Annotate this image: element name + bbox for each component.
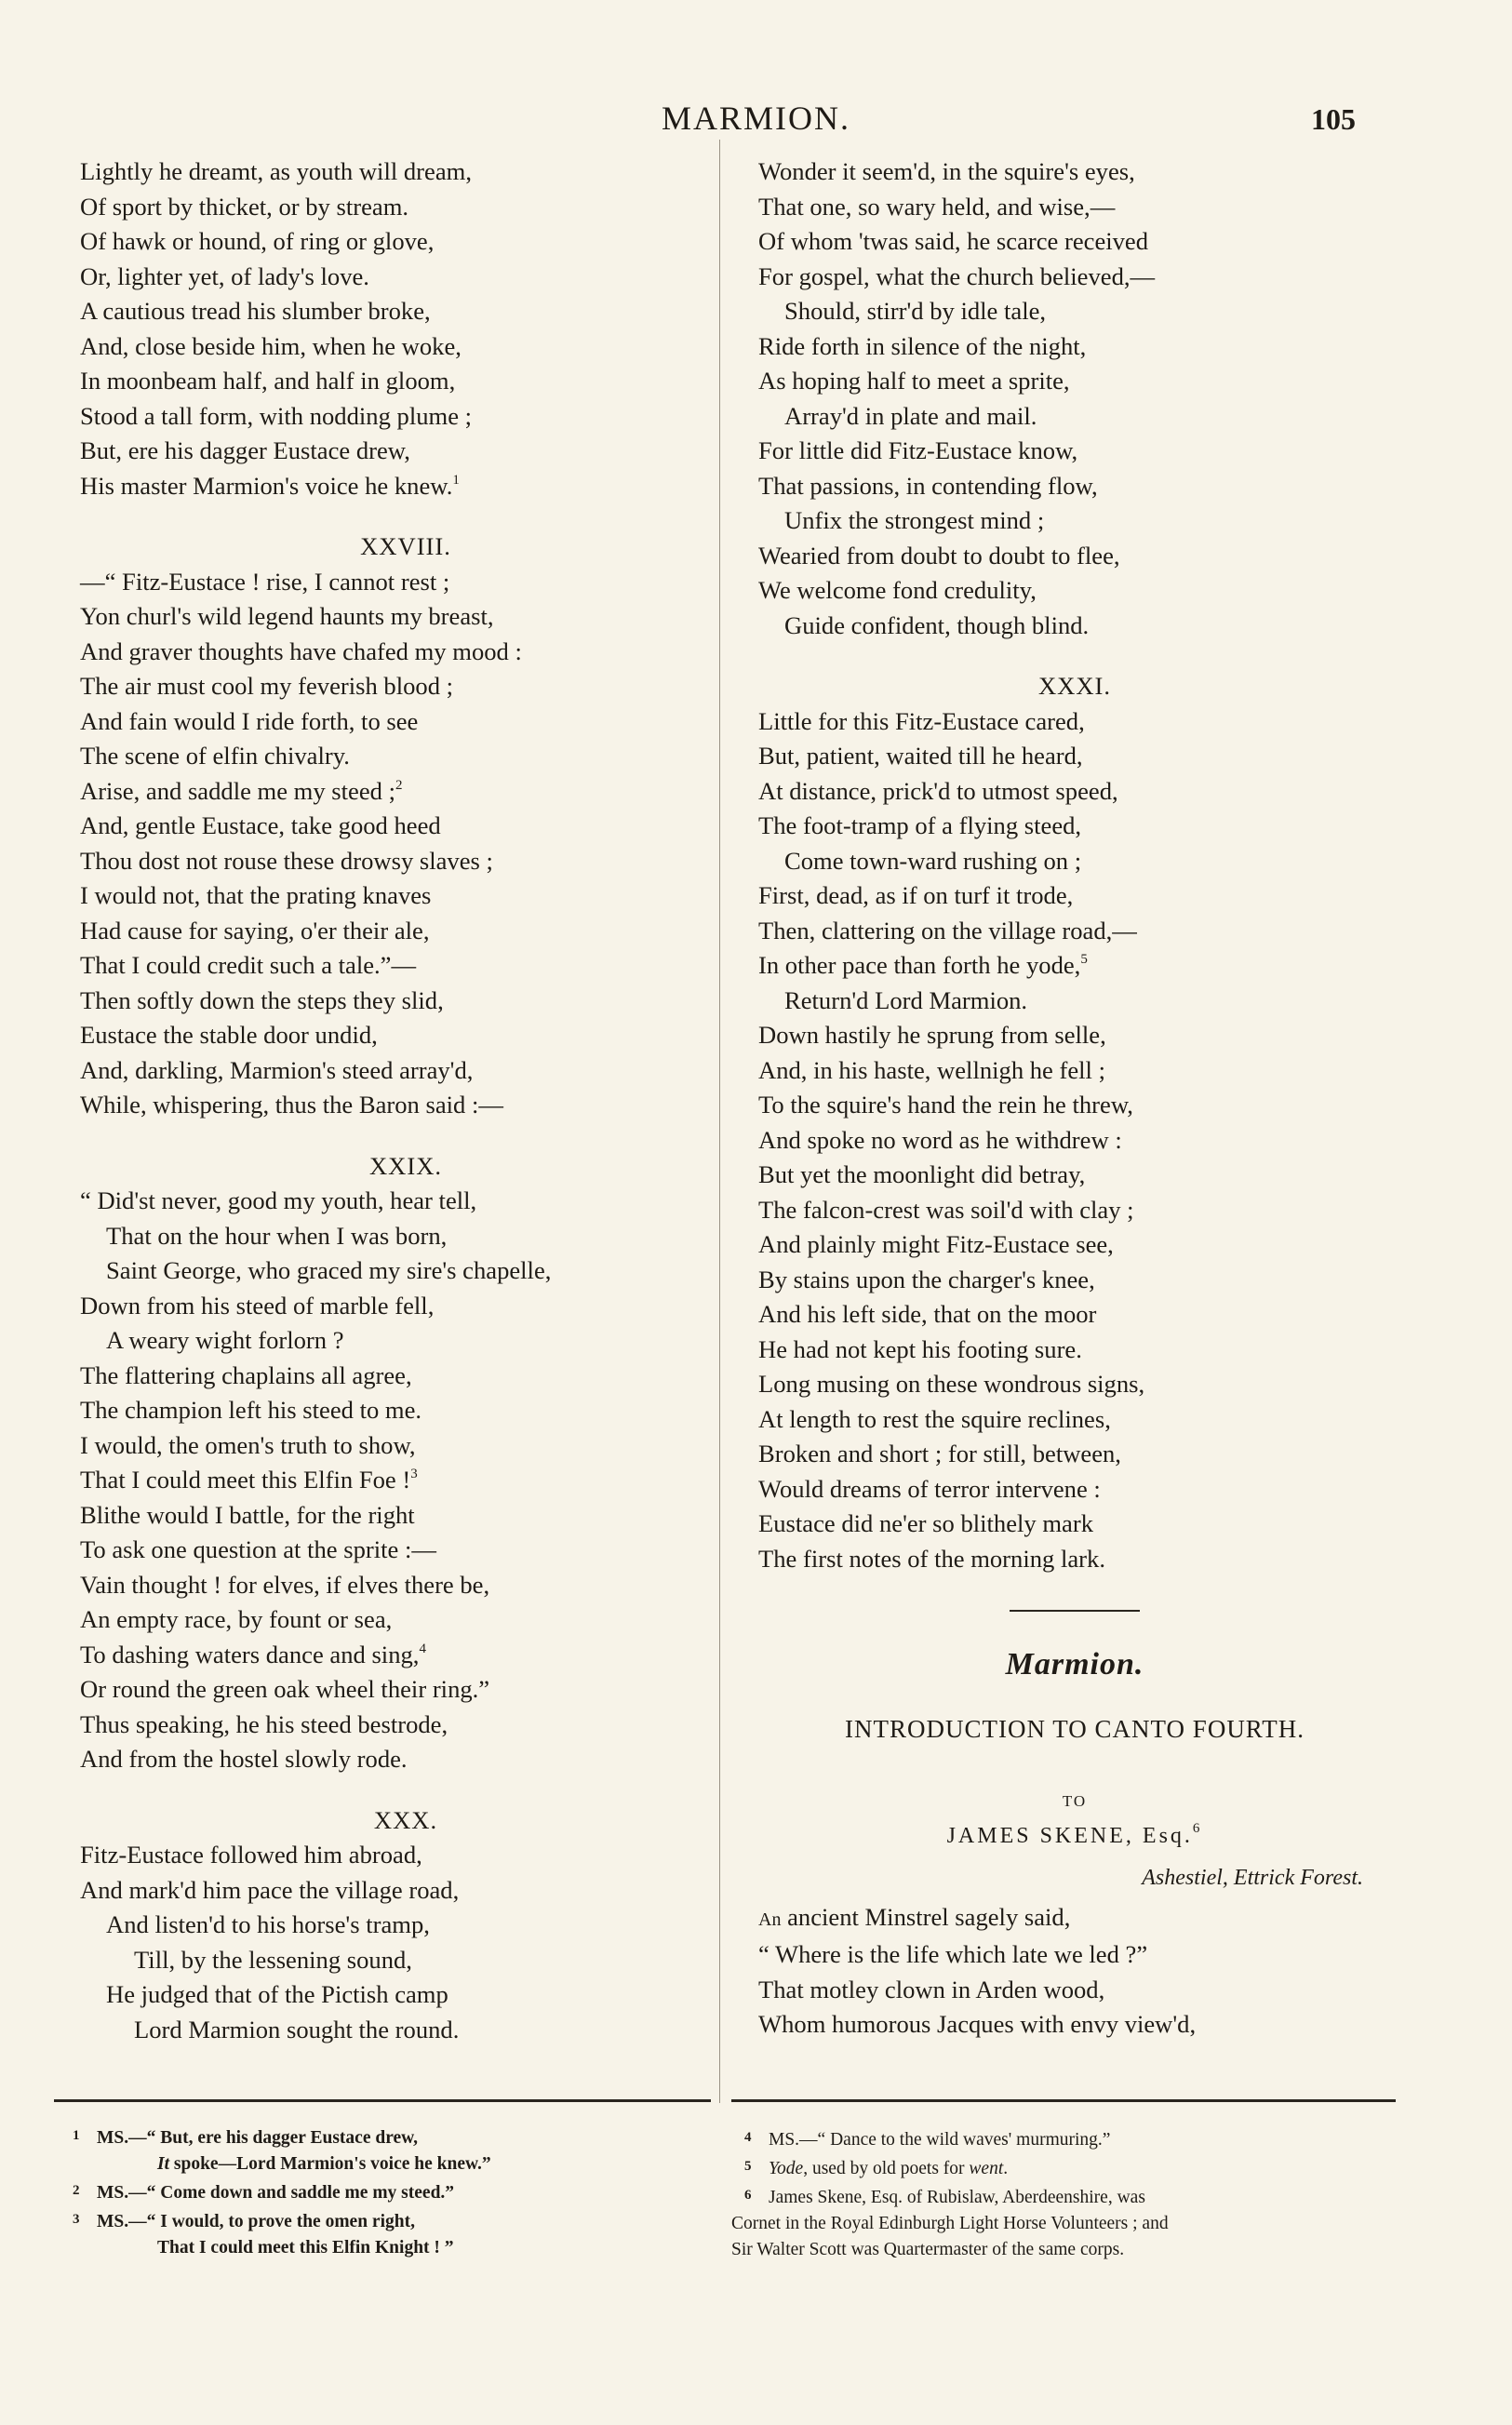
poem-line: By stains upon the charger's knee, xyxy=(758,1265,1095,1293)
footnote-ref-2[interactable]: 2 xyxy=(395,777,403,793)
poem-line: But, patient, waited till he heard, xyxy=(758,742,1083,770)
poem-line: To the squire's hand the rein he threw, xyxy=(758,1091,1133,1119)
footnote-6-cont xyxy=(731,2211,1396,2237)
footnotes-left xyxy=(54,2099,711,2261)
poem-line: Till, by the lessening sound, xyxy=(134,1945,412,1974)
footnote-ref-6[interactable]: 6 xyxy=(1192,1820,1203,1836)
dedication-to: TO xyxy=(1062,1792,1088,1810)
footnote-mark: 4 xyxy=(744,2130,752,2145)
poem-line: But, ere his dagger Eustace drew, xyxy=(80,436,410,464)
stanza-heading-xxx: XXX. xyxy=(373,1805,438,1834)
poem-line: “ Where is the life which late we led ?” xyxy=(758,1940,1148,1968)
footnote-ref-5[interactable]: 5 xyxy=(1080,952,1088,967)
poem-line: We welcome fond credulity, xyxy=(758,576,1037,604)
poem-line: Of sport by thicket, or by stream. xyxy=(80,192,409,221)
poem-line: And, gentle Eustace, take good heed xyxy=(80,811,441,839)
poem-line: For little did Fitz-Eustace know, xyxy=(758,436,1078,464)
poem-lines-ra xyxy=(758,154,1391,643)
section-title: Marmion. xyxy=(1005,1647,1144,1681)
poem-line: That on the hour when I was born, xyxy=(106,1221,448,1250)
stanza-heading-xxix: XXIX. xyxy=(368,1151,443,1180)
poem-line: Wearied from doubt to doubt to flee, xyxy=(758,541,1120,569)
poem-line: The champion left his steed to me. xyxy=(80,1396,422,1424)
poem-line: In moonbeam half, and half in gloom, xyxy=(80,367,456,395)
poem-line: Would dreams of terror intervene : xyxy=(758,1474,1101,1503)
poem-line: And, in his haste, wellnigh he fell ; xyxy=(758,1055,1105,1084)
footnotes-right xyxy=(731,2099,1396,2263)
poem-line: That one, so wary held, and wise,— xyxy=(758,192,1116,221)
poem-line: Stood a tall form, with nodding plume ; xyxy=(80,401,473,430)
poem-line-text: His master Marmion's voice he knew. xyxy=(80,471,453,500)
footnote-text: James Skene, Esq. of Rubislaw, Aberdeenshire, was xyxy=(769,2188,1145,2207)
poem-line: But yet the moonlight did betray, xyxy=(758,1160,1086,1188)
initial-small-caps: An xyxy=(758,1909,782,1930)
poem-line: A cautious tread his slumber broke, xyxy=(80,297,431,325)
poem-line: Down from his steed of marble fell, xyxy=(80,1291,435,1320)
poem-line-text: Arise, and saddle me my steed ; xyxy=(80,776,395,805)
footnote-italic: It xyxy=(157,2154,170,2174)
poem-line-text: ancient Minstrel sagely said, xyxy=(781,1902,1071,1931)
footnote-text: Sir Walter Scott was Quartermaster of the same corps. xyxy=(731,2240,1125,2259)
poem-lines-rc xyxy=(758,984,1391,1577)
footnote-text: That I could meet this Elfin Knight ! ” xyxy=(157,2238,454,2258)
poem-line: And fain would I ride forth, to see xyxy=(80,706,419,735)
footnote-6-cont xyxy=(731,2237,1396,2263)
footnote-text: MS.—“ But, ere his dagger Eustace drew, xyxy=(97,2128,419,2148)
footnote-1-cont xyxy=(54,2151,711,2177)
footnote-ref-1[interactable]: 1 xyxy=(452,472,460,488)
poem-line: Of whom 'twas said, he scarce received xyxy=(758,227,1149,255)
poem-line: Yon churl's wild legend haunts my breast, xyxy=(80,602,494,630)
poem-line: To ask one question at the sprite :— xyxy=(80,1535,436,1563)
footnote-3-cont xyxy=(54,2235,711,2261)
poem-line: Guide confident, though blind. xyxy=(784,610,1090,639)
poem-lines-f xyxy=(80,1672,731,1777)
poem-line: And spoke no word as he withdrew : xyxy=(758,1125,1122,1154)
poem-line: At length to rest the squire reclines, xyxy=(758,1404,1111,1433)
poem-line: Fitz-Eustace followed him abroad, xyxy=(80,1841,422,1869)
footnote-text: MS.—“ Come down and saddle me my steed.” xyxy=(97,2183,455,2203)
poem-line: The air must cool my feverish blood ; xyxy=(80,672,454,700)
poem-lines-e xyxy=(80,1498,731,1638)
footnote-mark: 1 xyxy=(73,2128,80,2143)
poem-line: Array'd in plate and mail. xyxy=(784,401,1037,430)
introduction-title: INTRODUCTION TO CANTO FOURTH. xyxy=(845,1714,1305,1743)
poem-line: The scene of elfin chivalry. xyxy=(80,742,350,770)
poem-line: Broken and short ; for still, between, xyxy=(758,1440,1121,1467)
poem-line: While, whispering, thus the Baron said :— xyxy=(80,1091,503,1119)
poem-line: And from the hostel slowly rode. xyxy=(80,1745,408,1773)
footnote-text: . xyxy=(1003,2159,1009,2178)
poem-line xyxy=(80,1463,731,1498)
poem-lines-b xyxy=(80,565,731,774)
poem-line: Should, stirr'd by idle tale, xyxy=(784,297,1047,325)
poem-line: Then, clattering on the village road,— xyxy=(758,916,1137,945)
poem-line: Thou dost not rouse these drowsy slaves ; xyxy=(80,846,493,875)
footnote-6 xyxy=(731,2182,1396,2211)
footnote-mark: 2 xyxy=(73,2183,80,2198)
poem-line: Whom humorous Jacques with envy view'd, xyxy=(758,2010,1197,2038)
poem-lines-c xyxy=(80,809,731,1123)
poem-line xyxy=(80,774,731,810)
poem-line: Return'd Lord Marmion. xyxy=(784,985,1028,1014)
poem-line: Then softly down the steps they slid, xyxy=(80,985,444,1014)
footnote-text: MS.—“ I would, to prove the omen right, xyxy=(97,2212,415,2231)
poem-line: First, dead, as if on turf it trode, xyxy=(758,881,1074,909)
poem-line: And, close beside him, when he woke, xyxy=(80,331,462,360)
poem-line: That I could credit such a tale.”— xyxy=(80,951,417,979)
poem-line: Had cause for saying, o'er their ale, xyxy=(80,916,430,945)
footnote-text: Cornet in the Royal Edinburgh Light Horse Volunteers ; and xyxy=(731,2214,1169,2233)
footnote-mark: 3 xyxy=(73,2212,80,2227)
poem-line: Of hawk or hound, of ring or glove, xyxy=(80,227,435,255)
poem-line: And listen'd to his horse's tramp, xyxy=(106,1910,430,1938)
poem-line: Down hastily he sprung from selle, xyxy=(758,1021,1106,1049)
footnote-4 xyxy=(731,2124,1396,2153)
poem-line: And plainly might Fitz-Eustace see, xyxy=(758,1230,1114,1258)
footnote-italic: Yode xyxy=(769,2159,804,2178)
poem-line: Blithe would I battle, for the right xyxy=(80,1500,415,1529)
poem-line: I would, the omen's truth to show, xyxy=(80,1430,416,1459)
poem-line: That passions, in contending flow, xyxy=(758,471,1098,500)
poem-lines-g xyxy=(80,1838,731,2047)
footnote-text: spoke—Lord Marmion's voice he knew.” xyxy=(169,2154,491,2174)
poem-line: That motley clown in Arden wood, xyxy=(758,1975,1105,2003)
footnote-1 xyxy=(54,2123,711,2151)
poem-line: I would not, that the prating knaves xyxy=(80,881,432,909)
stanza-heading-xxxi: XXXI. xyxy=(1037,672,1112,700)
poem-line: Lightly he dreamt, as youth will dream, xyxy=(80,157,472,185)
stanza-heading-xxviii: XXVIII. xyxy=(360,532,451,560)
poem-line-text: In other pace than forth he yode, xyxy=(758,951,1081,979)
poem-line: Saint George, who graced my sire's chapelle, xyxy=(106,1256,552,1284)
poem-line: “ Did'st never, good my youth, hear tell, xyxy=(80,1186,477,1214)
poem-line: And mark'd him pace the village road, xyxy=(80,1875,460,1904)
poem-line: And, darkling, Marmion's steed array'd, xyxy=(80,1055,474,1084)
poem-line xyxy=(758,948,1391,984)
footnote-ref-4[interactable]: 4 xyxy=(419,1641,426,1656)
footnote-mark: 5 xyxy=(744,2159,752,2174)
poem-line: The falcon-crest was soil'd with clay ; xyxy=(758,1195,1134,1224)
footnote-5 xyxy=(731,2153,1396,2182)
poem-line-text: That I could meet this Elfin Foe ! xyxy=(80,1466,411,1494)
poem-line: At distance, prick'd to utmost speed, xyxy=(758,776,1118,805)
poem-line-text: To dashing waters dance and sing, xyxy=(80,1640,420,1668)
poem-line xyxy=(80,469,731,504)
poem-line: And graver thoughts have chafed my mood : xyxy=(80,636,522,665)
left-column xyxy=(80,154,731,2047)
poem-line: Wonder it seem'd, in the squire's eyes, xyxy=(758,157,1135,185)
poem-line: A weary wight forlorn ? xyxy=(106,1326,344,1354)
poem-line: —“ Fitz-Eustace ! rise, I cannot rest ; xyxy=(80,567,450,596)
place-line: Ashestiel, Ettrick Forest. xyxy=(1142,1866,1363,1890)
poem-line: Little for this Fitz-Eustace cared, xyxy=(758,706,1085,735)
poem-line: The foot-tramp of a flying steed, xyxy=(758,811,1082,839)
right-column xyxy=(758,154,1391,2043)
poem-line: As hoping half to meet a sprite, xyxy=(758,367,1070,395)
intro-lines xyxy=(758,1937,1391,2043)
dedicatee-name xyxy=(758,1819,1391,1855)
poem-line: The first notes of the morning lark. xyxy=(758,1544,1105,1573)
poem-line: And his left side, that on the moor xyxy=(758,1300,1097,1328)
poem-line: The flattering chaplains all agree, xyxy=(80,1360,412,1389)
page-number: 105 xyxy=(1311,102,1356,136)
poem-lines-d xyxy=(80,1184,731,1463)
poem-lines-rb xyxy=(758,704,1391,949)
footnote-italic: went xyxy=(969,2159,1004,2178)
poem-line: Ride forth in silence of the night, xyxy=(758,331,1087,360)
poem-line xyxy=(80,1638,731,1673)
footnote-2 xyxy=(54,2177,711,2206)
footnote-ref-3[interactable]: 3 xyxy=(410,1467,418,1481)
poem-line: Eustace did ne'er so blithely mark xyxy=(758,1509,1094,1537)
poem-line: Eustace the stable door undid, xyxy=(80,1021,378,1049)
dedicatee-text: JAMES SKENE, Esq. xyxy=(946,1823,1193,1848)
poem-line: Or round the green oak wheel their ring.” xyxy=(80,1675,490,1703)
poem-line: Or, lighter yet, of lady's love. xyxy=(80,261,369,290)
footnote-3 xyxy=(54,2206,711,2235)
poem-line: Long musing on these wondrous signs, xyxy=(758,1370,1145,1398)
section-rule xyxy=(1010,1610,1140,1612)
poem-line: Lord Marmion sought the round. xyxy=(134,2015,460,2043)
poem-line xyxy=(758,1900,1391,1938)
poem-line: Unfix the strongest mind ; xyxy=(784,506,1045,534)
running-title: MARMION. xyxy=(661,100,850,137)
poem-lines-a xyxy=(80,154,731,503)
poem-line: Vain thought ! for elves, if elves there be, xyxy=(80,1570,490,1599)
poem-line: Come town-ward rushing on ; xyxy=(784,846,1082,875)
poem-line: An empty race, by fount or sea, xyxy=(80,1605,393,1633)
poem-line: He judged that of the Pictish camp xyxy=(106,1980,448,2008)
poem-line: For gospel, what the church believed,— xyxy=(758,261,1156,290)
footnote-text: MS.—“ Dance to the wild waves' murmuring.” xyxy=(769,2130,1111,2150)
poem-line: He had not kept his footing sure. xyxy=(758,1334,1082,1363)
footnote-mark: 6 xyxy=(744,2188,752,2203)
footnote-text: , used by old poets for xyxy=(803,2159,970,2178)
poem-line: Thus speaking, he his steed bestrode, xyxy=(80,1709,448,1738)
